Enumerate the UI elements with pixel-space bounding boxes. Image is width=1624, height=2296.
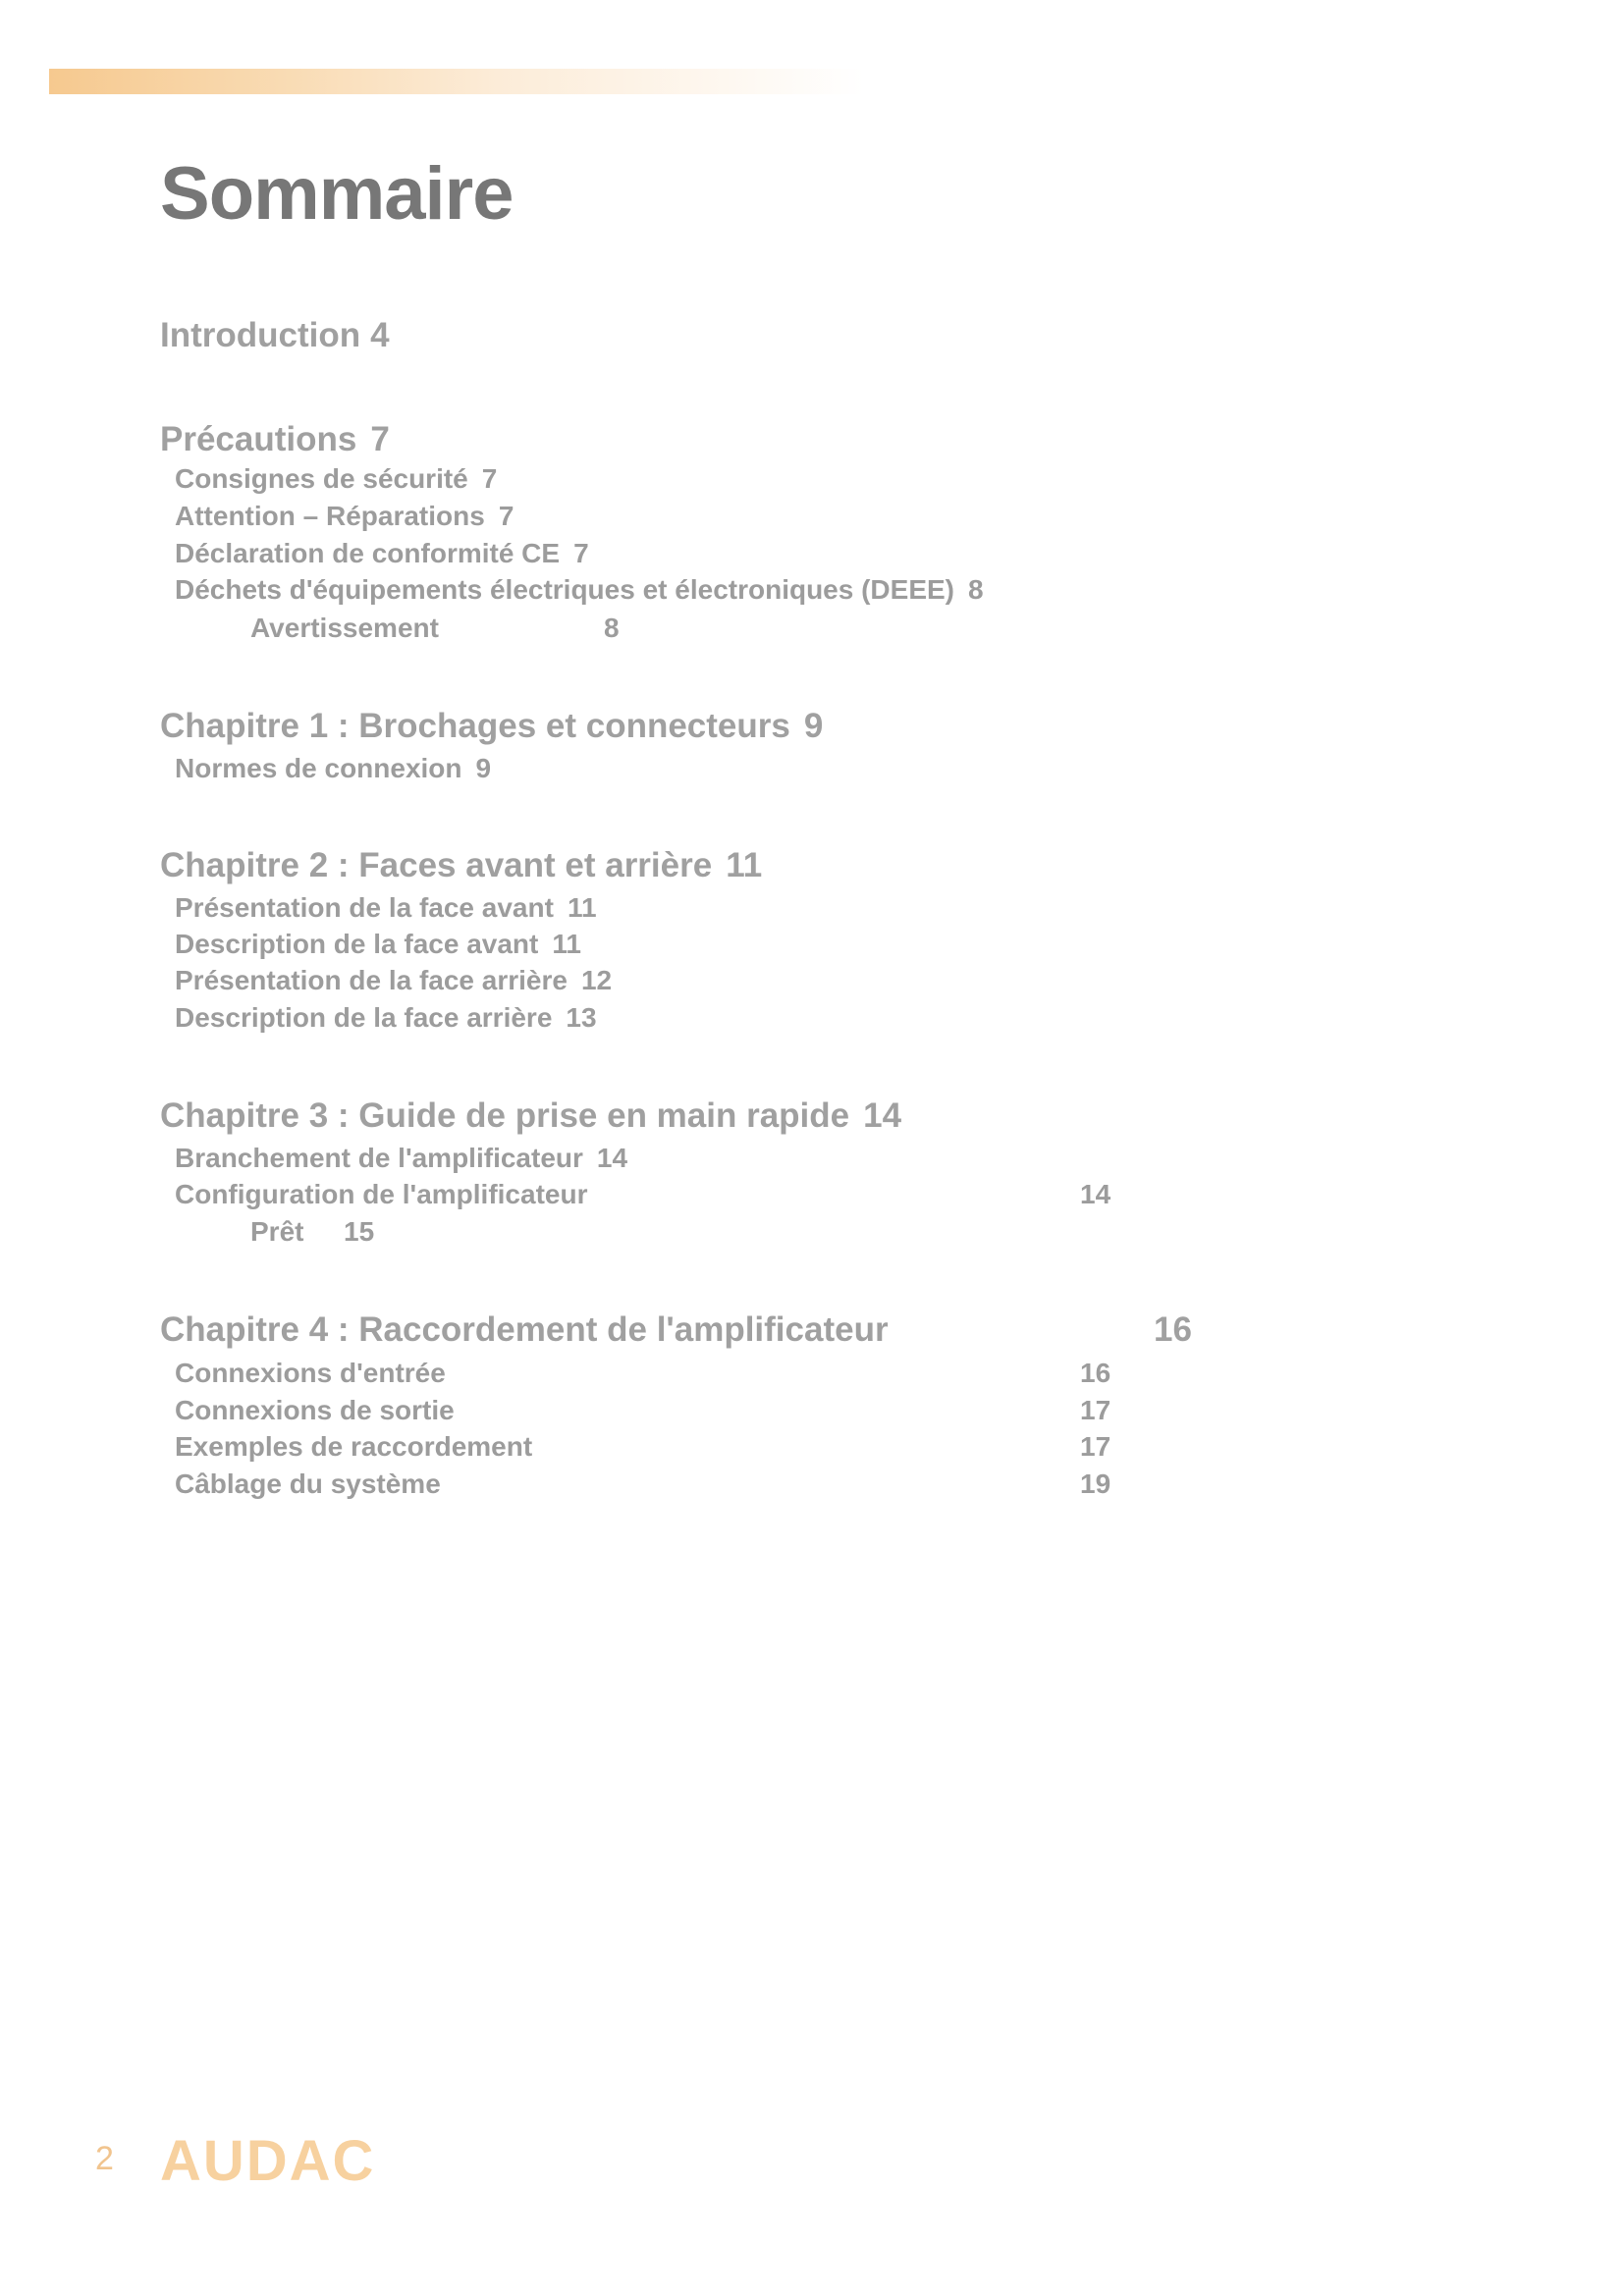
toc-entry-label: Configuration de l'amplificateur xyxy=(175,1179,588,1209)
toc-entry-label: Chapitre 3 : Guide de prise en main rapide xyxy=(160,1096,850,1135)
toc-entry-presentation-face-avant[interactable] xyxy=(175,892,597,924)
toc-entry-label: Connexions de sortie xyxy=(175,1395,455,1425)
toc-entry-normes-connexion[interactable] xyxy=(175,753,491,784)
toc-entry-connexions-sortie[interactable] xyxy=(175,1395,1111,1426)
toc-entry-presentation-face-arriere[interactable] xyxy=(175,965,612,996)
header-accent-bar xyxy=(49,69,864,94)
toc-entry-branchement-amplificateur[interactable] xyxy=(175,1143,627,1174)
toc-entry-chapitre-2[interactable] xyxy=(160,846,762,885)
toc-entry-deee[interactable] xyxy=(175,574,984,606)
toc-entry-label: Consignes de sécurité xyxy=(175,463,468,494)
toc-entry-precautions[interactable] xyxy=(160,420,390,459)
toc-entry-attention-reparations[interactable] xyxy=(175,501,514,532)
toc-entry-page: 7 xyxy=(370,420,390,458)
toc-entry-label: Connexions d'entrée xyxy=(175,1358,446,1388)
toc-entry-page: 17 xyxy=(1080,1395,1111,1425)
toc-entry-declaration-ce[interactable] xyxy=(175,538,589,569)
toc-entry-label: Câblage du système xyxy=(175,1468,441,1499)
toc-entry-description-face-avant[interactable] xyxy=(175,929,581,960)
toc-entry-page: 14 xyxy=(1080,1179,1111,1209)
toc-entry-chapitre-3[interactable] xyxy=(160,1096,901,1136)
toc-entry-chapitre-4[interactable] xyxy=(160,1310,1192,1350)
toc-entry-page: 15 xyxy=(344,1216,375,1247)
page-number: 2 xyxy=(95,2140,114,2177)
toc-entry-label: Présentation de la face arrière xyxy=(175,965,568,995)
toc-entry-page: 12 xyxy=(580,965,613,995)
toc-entry-label: Branchement de l'amplificateur xyxy=(175,1143,583,1173)
toc-entry-label: Chapitre 4 : Raccordement de l'amplificateur xyxy=(160,1310,889,1349)
toc-entry-page: 14 xyxy=(863,1096,902,1135)
toc-entry-label: Prêt xyxy=(250,1216,304,1247)
brand-logo: AUDAC xyxy=(160,2129,376,2193)
toc-entry-label: Chapitre 1 : Brochages et connecteurs xyxy=(160,707,790,745)
toc-entry-page: 7 xyxy=(573,538,589,568)
toc-entry-page: 7 xyxy=(498,501,514,531)
toc-entry-page: 9 xyxy=(803,707,824,745)
toc-entry-chapitre-1[interactable] xyxy=(160,707,823,746)
toc-entry-label: Normes de connexion xyxy=(175,753,462,783)
toc-entry-connexions-entree[interactable] xyxy=(175,1358,1111,1389)
toc-entry-page: 8 xyxy=(968,574,984,605)
toc-entry-page: 11 xyxy=(567,892,597,923)
toc-entry-page: 11 xyxy=(552,929,581,959)
page-title: Sommaire xyxy=(160,152,514,236)
toc-entry-configuration-amplificateur[interactable] xyxy=(175,1179,1111,1210)
toc-entry-label: Description de la face avant xyxy=(175,929,539,959)
toc-entry-exemples-raccordement[interactable] xyxy=(175,1431,1111,1463)
toc-entry-page: 13 xyxy=(566,1002,597,1033)
toc-entry-page: 11 xyxy=(726,846,763,884)
toc-entry-label: Description de la face arrière xyxy=(175,1002,553,1033)
toc-entry-label: Déchets d'équipements électriques et électroniques (DEEE) xyxy=(175,574,954,605)
toc-entry-label: Avertissement xyxy=(250,613,439,643)
toc-entry-description-face-arriere[interactable] xyxy=(175,1002,597,1034)
toc-entry-pret[interactable] xyxy=(250,1216,375,1248)
toc-entry-page: 14 xyxy=(596,1143,628,1173)
toc-entry-label: Présentation de la face avant xyxy=(175,892,554,923)
toc-entry-avertissement[interactable] xyxy=(250,613,620,644)
toc-entry-page: 8 xyxy=(604,613,620,643)
toc-entry-label: Précautions xyxy=(160,420,357,458)
toc-entry-cablage-systeme[interactable] xyxy=(175,1468,1111,1500)
toc-entry-page: 4 xyxy=(370,316,390,354)
toc-entry-page: 9 xyxy=(475,753,492,783)
toc-entry-introduction[interactable] xyxy=(160,316,390,355)
toc-entry-label: Attention – Réparations xyxy=(175,501,485,531)
toc-entry-page: 16 xyxy=(1154,1310,1192,1349)
toc-entry-label: Exemples de raccordement xyxy=(175,1431,533,1462)
toc-entry-label: Introduction xyxy=(160,316,361,354)
toc-entry-label: Chapitre 2 : Faces avant et arrière xyxy=(160,846,713,884)
toc-entry-page: 7 xyxy=(481,463,498,494)
toc-entry-page: 19 xyxy=(1080,1468,1111,1499)
toc-entry-label: Déclaration de conformité CE xyxy=(175,538,561,568)
toc-entry-page: 17 xyxy=(1080,1431,1111,1462)
toc-entry-page: 16 xyxy=(1080,1358,1111,1388)
toc-entry-consignes-securite[interactable] xyxy=(175,463,497,495)
